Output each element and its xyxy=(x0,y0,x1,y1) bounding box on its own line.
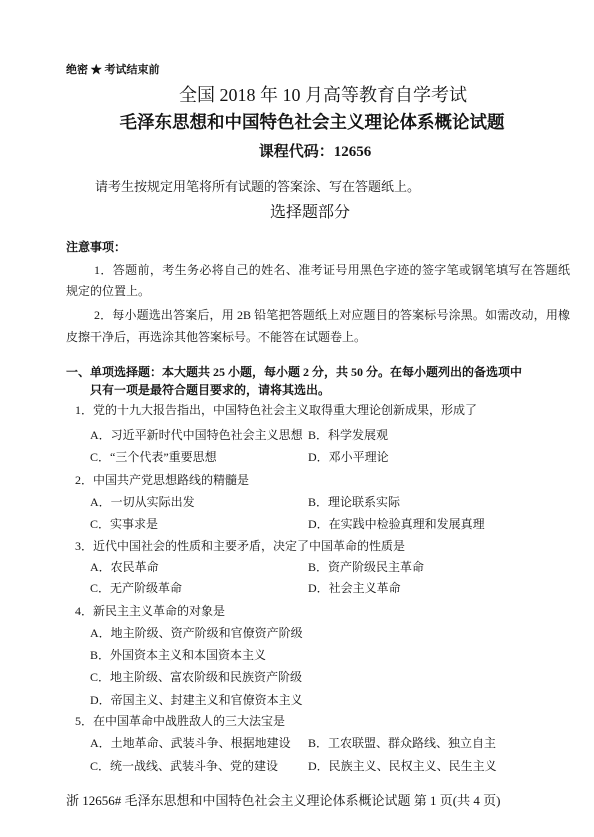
option-d: D．帝国主义、封建主义和官僚资本主义 xyxy=(90,693,303,707)
part-title: 选择题部分 xyxy=(269,204,350,221)
course-code: 课程代码：12656 xyxy=(258,144,372,160)
section-heading-line: 一、单项选择题：本大题共 25 小题，每小题 2 分，共 50 分。在每小题列出的备选项中 xyxy=(66,365,523,379)
question-stem: 2．中国共产党思想路线的精髓是 xyxy=(75,473,250,487)
confidential-label: 绝密 ★ 考试结束前 xyxy=(66,64,160,76)
subject-title: 毛泽东思想和中国特色社会主义理论体系概论试题 xyxy=(119,112,505,132)
option-d: D．邓小平理论 xyxy=(308,450,389,464)
option-b: B．工农联盟、群众路线、独立自主 xyxy=(308,736,497,750)
option-c: C．地主阶级、富农阶级和民族资产阶级 xyxy=(90,670,303,684)
question-stem: 4．新民主主义革命的对象是 xyxy=(75,604,226,618)
note-line: 1．答题前，考生务必将自己的姓名、准考证号用黑色字迹的签字笔或钢笔填写在答题纸 xyxy=(94,263,570,277)
option-b: B．资产阶级民主革命 xyxy=(308,560,425,574)
note-line: 规定的位置上。 xyxy=(66,284,151,298)
option-a: A．一切从实际出发 xyxy=(90,495,195,509)
answer-instruction: 请考生按规定用笔将所有试题的答案涂、写在答题纸上。 xyxy=(95,179,421,194)
option-a: A．习近平新时代中国特色社会主义思想 xyxy=(90,428,303,442)
option-c: C．无产阶级革命 xyxy=(90,581,183,595)
notes-heading: 注意事项： xyxy=(66,240,127,254)
option-a: A．土地革命、武装斗争、根据地建设 xyxy=(90,736,291,750)
note-line: 2．每小题选出答案后，用 2B 铅笔把答题纸上对应题目的答案标号涂黑。如需改动，用橡 xyxy=(94,308,570,322)
option-c: C．实事求是 xyxy=(90,517,159,531)
section-heading-line: 只有一项是最符合题目要求的，请将其选出。 xyxy=(90,383,331,397)
question-stem: 1．党的十九大报告指出，中国特色社会主义取得重大理论创新成果，形成了 xyxy=(75,403,478,417)
option-c: C．“三个代表”重要思想 xyxy=(90,450,217,464)
option-a: A．农民革命 xyxy=(90,560,159,574)
option-b: B．理论联系实际 xyxy=(308,495,401,509)
option-c: C．统一战线、武装斗争、党的建设 xyxy=(90,759,279,773)
exam-name: 全国 2018 年 10 月高等教育自学考试 xyxy=(179,85,467,105)
option-a: A．地主阶级、资产阶级和官僚资产阶级 xyxy=(90,626,303,640)
option-d: D．在实践中检验真理和发展真理 xyxy=(308,517,485,531)
page-footer: 浙 12656# 毛泽东思想和中国特色社会主义理论体系概论试题 第 1 页(共 4 页) xyxy=(66,793,501,808)
option-b: B．科学发展观 xyxy=(308,428,389,442)
option-d: D．社会主义革命 xyxy=(308,581,401,595)
question-stem: 5．在中国革命中战胜敌人的三大法宝是 xyxy=(75,714,286,728)
option-b: B．外国资本主义和本国资本主义 xyxy=(90,648,267,662)
note-line: 皮擦干净后，再选涂其他答案标号。不能答在试题卷上。 xyxy=(66,330,367,344)
option-d: D．民族主义、民权主义、民生主义 xyxy=(308,759,497,773)
question-stem: 3．近代中国社会的性质和主要矛盾，决定了中国革命的性质是 xyxy=(75,539,406,553)
